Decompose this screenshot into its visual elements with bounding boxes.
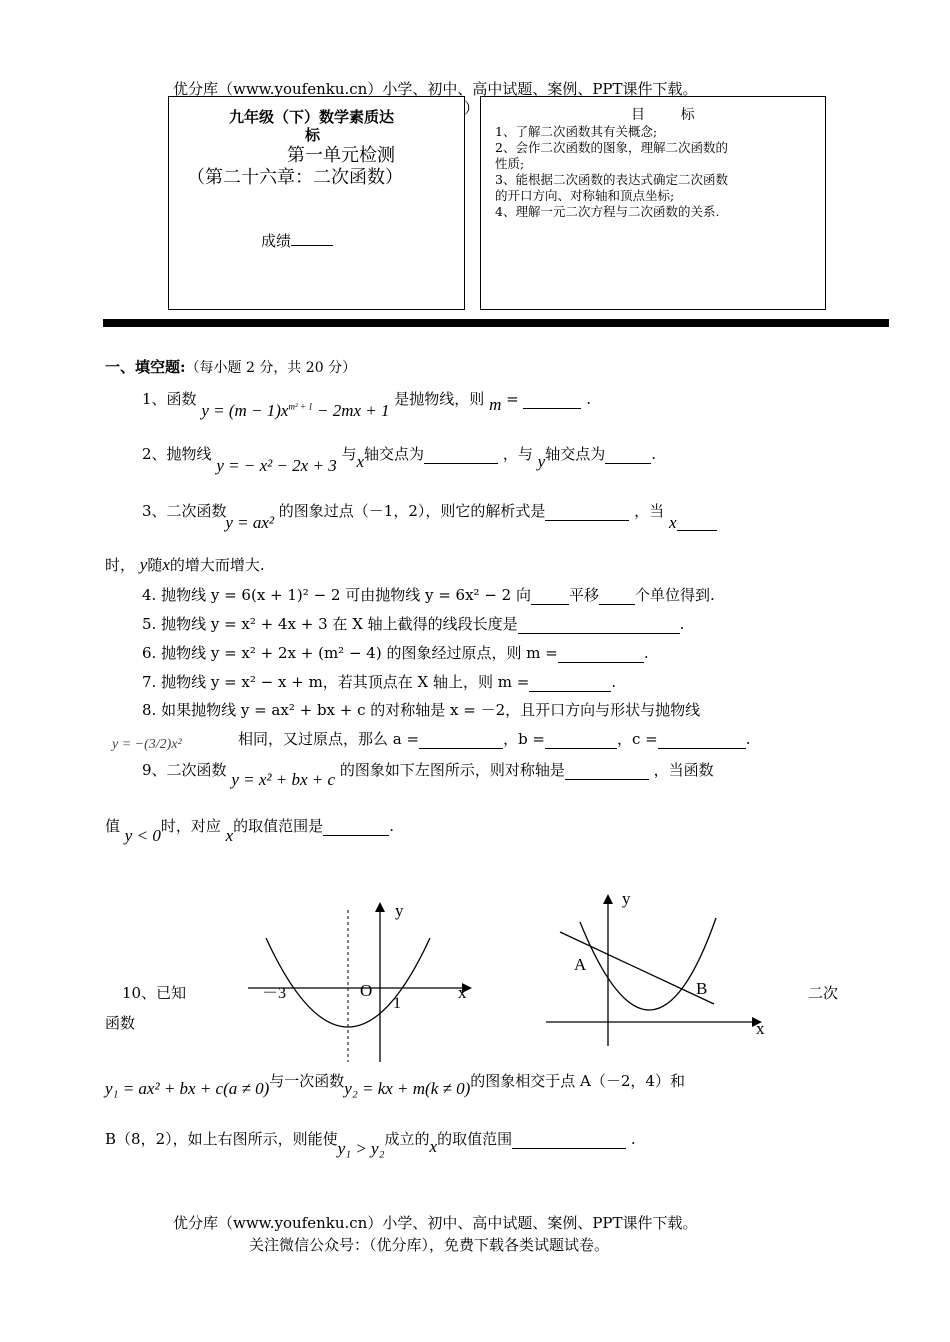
- q2-y-intercept-blank[interactable]: [605, 445, 651, 464]
- q8-c-blank[interactable]: [658, 730, 746, 749]
- q10-linear-expression: y₂ = kx + m(k ≠ 0): [344, 1079, 471, 1098]
- q2-expression: y = − x² − 2x + 3: [216, 456, 337, 475]
- right-x-label: x: [756, 1019, 765, 1038]
- question-5: 5. 抛物线 y = x² + 4x + 3 在 X 轴上截得的线段长度是 .: [142, 615, 685, 633]
- q10-range-blank[interactable]: [512, 1130, 626, 1149]
- left-y-label: y: [395, 901, 404, 920]
- q5-answer-blank[interactable]: [518, 615, 680, 634]
- section1-title: [105, 356, 356, 377]
- score-blank[interactable]: [291, 231, 333, 246]
- title-line3: 第一单元检测: [287, 145, 395, 166]
- title-box: [168, 96, 465, 310]
- title-line1: 九年级（下）数学素质达: [229, 108, 395, 126]
- q10-quadratic-expression: y₁ = ax² + bx + c(a ≠ 0): [105, 1079, 270, 1098]
- right-y-axis-arrow: [603, 894, 613, 904]
- q8-reference-parabola: y = −(3/2)x²: [112, 737, 182, 752]
- header-top: 优分库（www.youfenku.cn）小学、初中、高中试题、案例、PPT课件下载。: [173, 80, 698, 98]
- question-10-c: 函数: [105, 1014, 136, 1032]
- question-8-line2: 相同，又过原点，那么 a = ，b = ，c = .: [238, 730, 751, 748]
- left-root-1: 1: [393, 995, 401, 1012]
- score-field: [261, 230, 333, 251]
- question-3-line2: 时， y随x的增大而增大.: [105, 555, 265, 574]
- question-9: 9、二次函数 y = x² + bx + c 的图象如下左图所示，则对称轴是 ，当函数: [142, 761, 714, 789]
- left-origin-label: O: [360, 981, 373, 1000]
- goal-item-1: 1、了解二次函数其有关概念;: [495, 124, 658, 139]
- q1-answer-blank[interactable]: [523, 390, 581, 409]
- left-parabola-graph: [240, 890, 480, 1070]
- question-9-line2: 值 y < 0时，对应 x的取值范围是 .: [105, 817, 394, 845]
- thick-divider: [103, 319, 889, 327]
- goals-heading: 目 标: [631, 107, 695, 123]
- q9-expression: y = x² + bx + c: [231, 770, 336, 789]
- q2-x-intercept-blank[interactable]: [424, 445, 498, 464]
- point-B-label: B: [696, 979, 708, 998]
- left-root-neg3: －3: [262, 985, 287, 1002]
- footer-line1: 优分库（www.youfenku.cn）小学、初中、高中试题、案例、PPT课件下载。: [173, 1214, 698, 1232]
- question-1: 1、函数 $y = (m - 1)x^{m^2 + 1} - 2mx + 1$ 是抛物线，则 m = .: [142, 390, 592, 420]
- point-A-label: A: [574, 955, 587, 974]
- q7-answer-blank[interactable]: [529, 673, 611, 692]
- header-paren: ）: [464, 99, 480, 117]
- goal-item-4: 3、能根据二次函数的表达式确定二次函数: [495, 172, 728, 187]
- left-x-label: x: [458, 983, 467, 1002]
- q4-units-blank[interactable]: [599, 586, 635, 605]
- left-y-axis-arrow: [375, 902, 385, 912]
- q3-expression: y = ax²: [225, 513, 274, 532]
- goal-item-6: 4、理解一元二次方程与二次函数的关系.: [495, 204, 720, 219]
- question-4: 4. 抛物线 y = 6(x + 1)² − 2 可由抛物线 y = 6x² − 2 向 平移 个单位得到.: [142, 586, 715, 604]
- q3-condition-blank[interactable]: [677, 512, 717, 531]
- footer-line2: 关注微信公众号：（优分库），免费下载各类试题试卷。: [249, 1236, 610, 1254]
- question-7: 7. 抛物线 y = x² − x + m，若其顶点在 X 轴上，则 m = .: [142, 673, 617, 691]
- right-y-label: y: [622, 889, 631, 908]
- question-6: 6. 抛物线 y = x² + 2x + (m² − 4) 的图象经过原点，则 m = .: [142, 644, 649, 662]
- question-10-b: 二次: [808, 984, 839, 1002]
- question-3: 3、二次函数 y = ax² 的图象过点（－1，2），则它的解析式是 ，当 x: [142, 500, 717, 521]
- question-10-label: 10、已知: [122, 984, 187, 1002]
- question-10-line2: y₁ = ax² + bx + c(a ≠ 0)与一次函数y₂ = kx + m(k ≠ 0)的图象相交于点 A（－2，4）和: [105, 1072, 685, 1098]
- goal-item-2: 2、会作二次函数的图象，理解二次函数的: [495, 140, 728, 155]
- section1-note: （每小题 2 分，共 20 分）: [185, 360, 357, 376]
- question-8: 8. 如果抛物线 y = ax² + bx + c 的对称轴是 x = －2，且开口方向与形状与抛物线: [142, 701, 701, 719]
- q6-answer-blank[interactable]: [558, 644, 644, 663]
- score-label: 成绩: [261, 232, 292, 250]
- q8-a-blank[interactable]: [419, 730, 503, 749]
- q8-b-blank[interactable]: [545, 730, 617, 749]
- q4-direction-blank[interactable]: [531, 586, 569, 605]
- title-line4: （第二十六章：二次函数）: [187, 167, 403, 188]
- q9-range-blank[interactable]: [323, 817, 389, 836]
- right-intersection-graph: [540, 880, 780, 1050]
- question-2: 2、抛物线 y = − x² − 2x + 3 与x轴交点为 ，与 y轴交点为 .: [142, 445, 656, 475]
- goals-box: [480, 96, 826, 310]
- section1-heading: 一、填空题:: [105, 358, 186, 376]
- goal-item-3: 性质;: [495, 156, 525, 171]
- q9-axis-blank[interactable]: [565, 761, 649, 780]
- question-10-line3: B（8，2），如上右图所示，则能使y₁ > y₂成立的x的取值范围 .: [105, 1130, 636, 1158]
- q1-expression: $y = (m - 1)x^{m^2 + 1} - 2mx + 1$: [201, 401, 390, 420]
- goal-item-5: 的开口方向、对称轴和顶点坐标;: [495, 188, 675, 203]
- title-line2: 标: [305, 126, 321, 144]
- q3-formula-blank[interactable]: [545, 502, 629, 521]
